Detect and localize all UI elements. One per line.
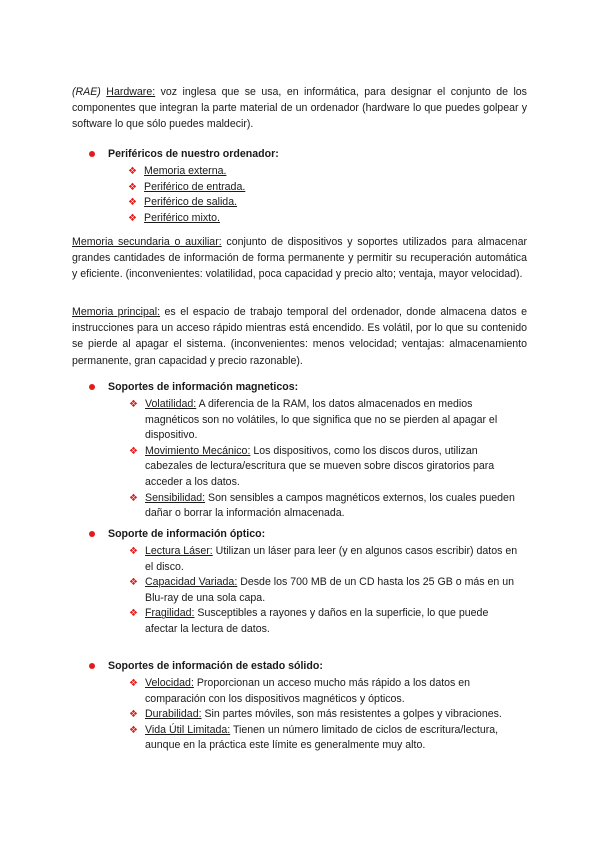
rae-source: (RAE) [72,86,101,98]
list-item: ❖ Capacidad Variada: Desde los 700 MB de un CD hasta los 25 GB o más en un Blu-ray de una sola capa. [129,576,515,604]
optico-section [0,526,600,638]
memoria-secundaria-term: Memoria secundaria o auxiliar: [72,236,222,248]
diamond-bullet-icon: ❖ [129,678,138,689]
magneticos-heading: Soportes de información magneticos: [0,379,600,395]
solido-section [0,658,600,754]
hardware-text: voz inglesa que se usa, en informática, para designar el conjunto de los componentes que integran la parte material de un ordenador (hardware lo que puedes golpear y software lo que sólo puedes maldecir). [72,86,527,131]
hardware-term: Hardware: [106,86,156,98]
diamond-bullet-icon: ❖ [129,546,138,557]
list-item: ❖ Memoria externa. [0,164,600,180]
list-item: ❖ Fragilidad: Susceptibles a rayones y daños en la superficie, lo que puede afectar la lectura de datos. [129,607,489,635]
bullet-dot-icon [89,151,95,157]
perifericos-heading: Periféricos de nuestro ordenador: [0,146,600,162]
memoria-secundaria-definition: Memoria secundaria o auxiliar: conjunto de dispositivos y soportes utilizados para almacenar grandes cantidades de información de forma permanente y permitir su recuperación automática y eficiente. (inconvenientes: volatilidad, poca capacidad y precio alto; ventaja, mayor velocidad). [72,236,527,281]
list-item: ❖ Durabilidad: Sin partes móviles, son más resistentes a golpes y vibraciones. [0,707,520,723]
diamond-bullet-icon: ❖ [129,577,138,589]
optico-heading: Soporte de información óptico: [0,526,600,542]
list-item: ❖ Lectura Láser: Utilizan un láser para leer (y en algunos casos escribir) datos en el disco. [129,545,518,573]
list-item: ❖ Volatilidad: A diferencia de la RAM, los datos almacenados en medios magnéticos son no volátiles, lo que significa que no se pierden al apagar el dispositivo. [129,398,498,442]
solido-heading: Soportes de información de estado sólido: [0,658,600,674]
list-item: ❖ Velocidad: Proporcionan un acceso mucho más rápido a los datos en comparación con los dispositivos magnéticos y ópticos. [129,677,471,705]
list-item: ❖ Periférico mixto. [0,211,600,227]
list-item: ❖ Movimiento Mecánico: Los dispositivos, como los discos duros, utilizan cabezales de lectura/escritura que se mueven sobre discos giratorios para acceder a los datos. [129,444,495,488]
diamond-bullet-icon: ❖ [129,724,138,736]
perifericos-section [0,146,600,226]
diamond-bullet-icon: ❖ [129,608,138,620]
bullet-dot-icon [89,384,95,390]
diamond-bullet-icon: ❖ [129,709,138,721]
bullet-dot-icon [89,663,95,669]
list-item: ❖ Periférico de salida. [0,195,600,211]
diamond-bullet-icon: ❖ [129,445,138,457]
diamond-bullet-icon: ❖ [128,212,137,224]
diamond-bullet-icon: ❖ [128,197,137,209]
diamond-bullet-icon: ❖ [128,166,137,177]
diamond-bullet-icon: ❖ [129,492,138,504]
memoria-principal-term: Memoria principal: [72,306,161,318]
diamond-bullet-icon: ❖ [129,399,138,410]
list-item: ❖ Vida Útil Limitada: Tienen un número limitado de ciclos de escritura/lectura, aunque en la práctica este límite es generalmente muy alto. [129,723,499,752]
magneticos-section [0,379,600,522]
hardware-definition [72,84,527,133]
bullet-dot-icon [89,531,95,537]
diamond-bullet-icon: ❖ [128,181,137,193]
list-item: ❖ Periférico de entrada. [0,180,600,196]
memoria-principal-definition: Memoria principal: es el espacio de trabajo temporal del ordenador, donde almacena datos e instrucciones para un acceso rápido mientras está encendido. Es volátil, por lo que su contenido se pierde al apagar el sistema. (inconvenientes: menos velocidad; ventajas: almacenamiento permanente, gran capacidad y precio razonable). [72,306,528,367]
list-item: ❖ Sensibilidad: Son sensibles a campos magnéticos externos, los cuales pueden dañar o borrar la información almacenada. [129,491,515,520]
